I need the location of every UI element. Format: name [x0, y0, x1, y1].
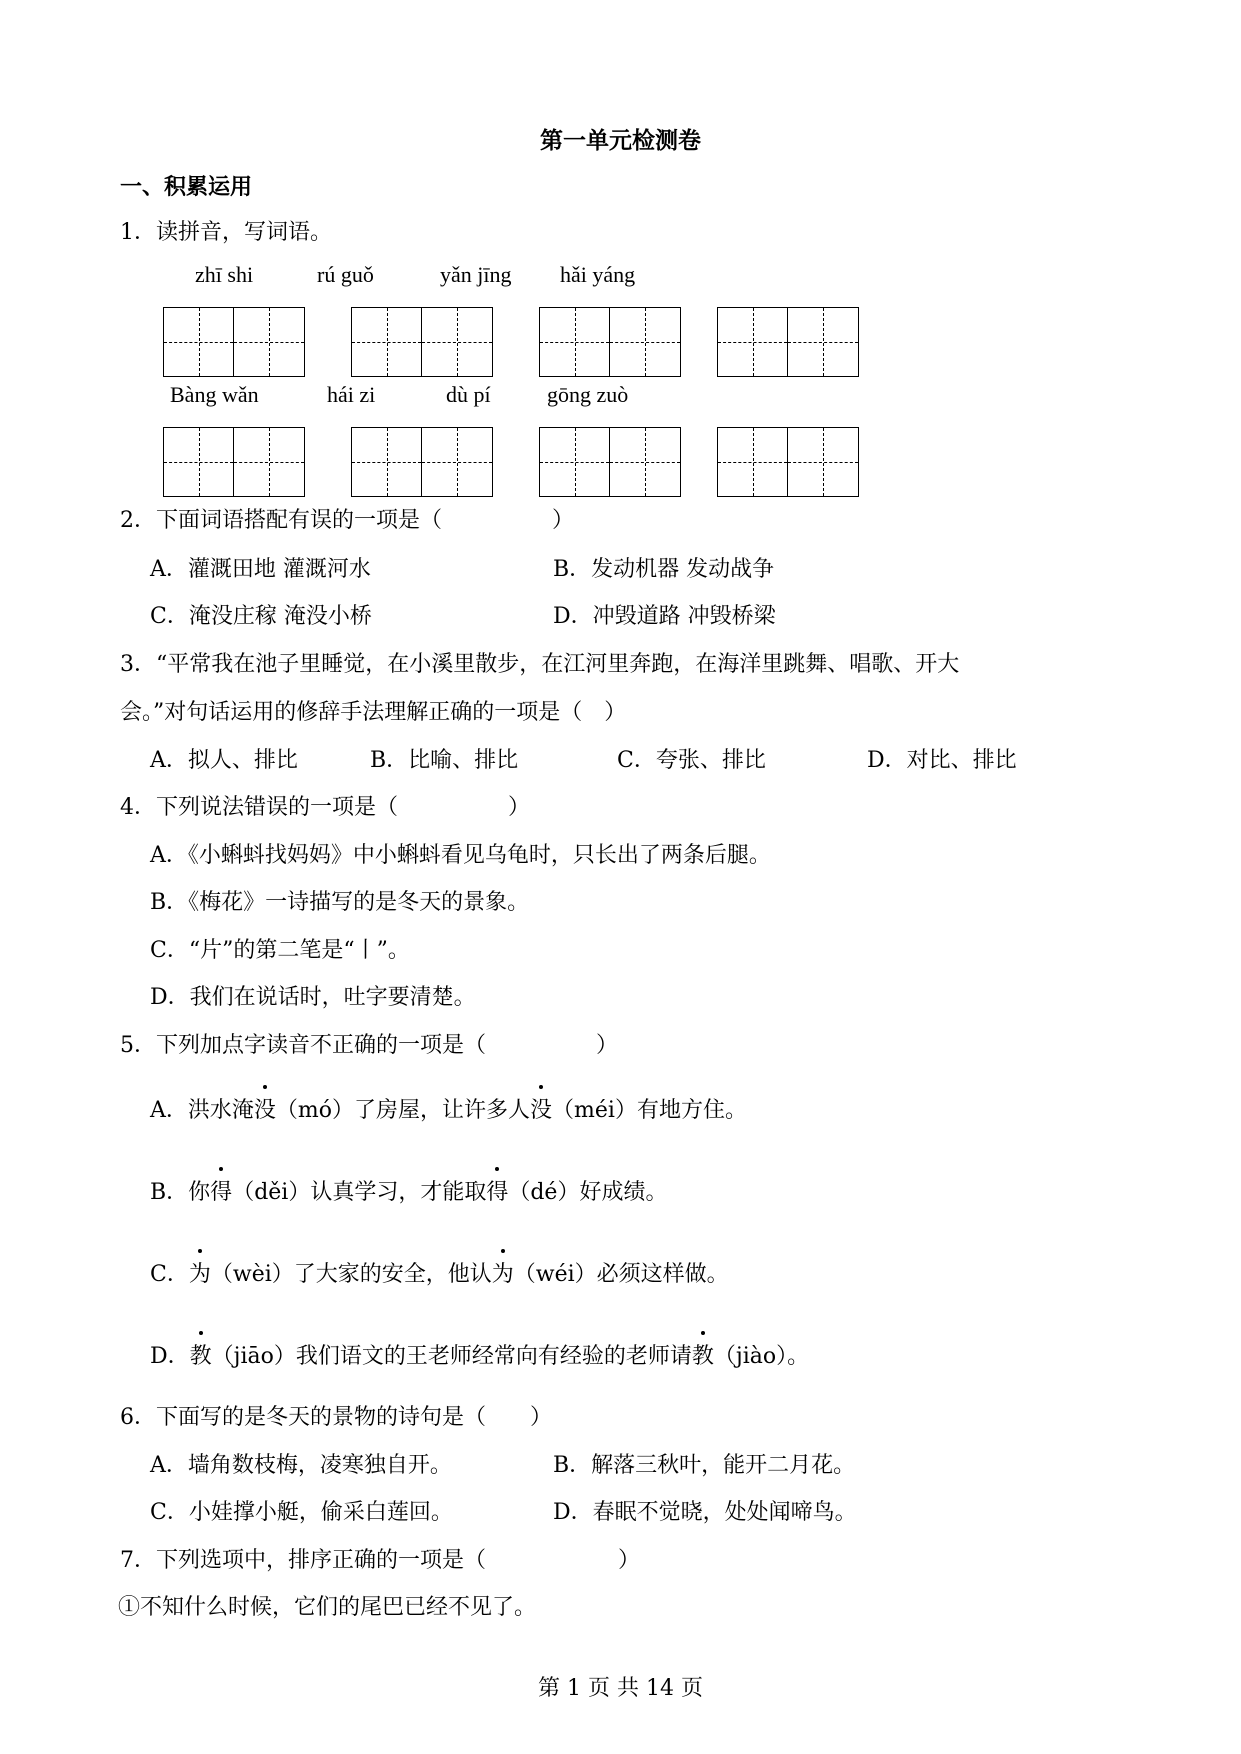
q6-option-d: D．春眠不觉晓，处处闻啼鸟。: [553, 1500, 857, 1525]
dotted-char: 没: [530, 1093, 552, 1124]
q4-option-a: A．《小蝌蚪找妈妈》中小蝌蚪看见乌龟时，只长出了两条后腿。: [150, 843, 771, 868]
q1-stem: 1．读拼音，写词语。: [120, 220, 332, 245]
q3-stem-line1: 3．“平常我在池子里睡觉，在小溪里散步，在江河里奔跑，在海洋里跳舞、唱歌、开大: [120, 652, 960, 677]
writing-grid-1[interactable]: [163, 307, 305, 377]
dotted-char: 教: [692, 1339, 714, 1370]
q6-stem: 6．下面写的是冬天的景物的诗句是（ ）: [120, 1405, 552, 1430]
pinyin-1: zhī shi: [195, 262, 254, 287]
pinyin-7: dù pí: [446, 382, 491, 407]
writing-grid-6[interactable]: [351, 427, 493, 497]
q6-option-c: C．小娃撑小艇，偷采白莲回。: [150, 1500, 453, 1525]
q3-option-c: C．夸张、排比: [617, 748, 766, 773]
pinyin-8: gōng zuò: [547, 382, 629, 407]
q3-stem-line2: 会。”对句话运用的修辞手法理解正确的一项是（ ）: [120, 700, 627, 725]
writing-grid-2[interactable]: [351, 307, 493, 377]
q7-item-1: ①不知什么时候，它们的尾巴已经不见了。: [118, 1595, 537, 1620]
q2-option-c: C．淹没庄稼 淹没小桥: [150, 604, 372, 629]
dotted-char: 得: [210, 1175, 232, 1206]
pinyin-4: hǎi yáng: [560, 262, 636, 287]
q7-stem: 7．下列选项中，排序正确的一项是（ ）: [120, 1548, 640, 1573]
pinyin-6: hái zi: [327, 382, 376, 407]
writing-grid-7[interactable]: [539, 427, 681, 497]
writing-grid-5[interactable]: [163, 427, 305, 497]
page-footer: 第 1 页 共 14 页: [538, 1676, 703, 1701]
pinyin-2: rú guǒ: [317, 262, 374, 287]
writing-grid-3[interactable]: [539, 307, 681, 377]
q3-option-b: B．比喻、排比: [370, 748, 519, 773]
pinyin-3: yǎn jīng: [440, 262, 512, 287]
writing-grid-4[interactable]: [717, 307, 859, 377]
q4-option-c: C．“片”的第二笔是“丨”。: [150, 938, 410, 963]
dotted-char: 为: [492, 1257, 514, 1288]
q5-option-a: A．洪水淹没（mó）了房屋，让许多人没（méi）有地方住。: [150, 1093, 747, 1124]
q6-option-b: B．解落三秋叶，能开二月花。: [553, 1453, 856, 1478]
q5-option-b: B．你得（děi）认真学习，才能取得（dé）好成绩。: [150, 1175, 667, 1206]
dotted-char: 没: [254, 1093, 276, 1124]
q2-stem: 2．下面词语搭配有误的一项是（ ）: [120, 508, 574, 533]
q5-option-d: D．教（jiāo）我们语文的王老师经常向有经验的老师请教（jiào）。: [150, 1339, 809, 1370]
writing-grid-8[interactable]: [717, 427, 859, 497]
q4-option-b: B．《梅花》一诗描写的是冬天的景象。: [150, 890, 530, 915]
q2-option-b: B．发动机器 发动战争: [553, 557, 775, 582]
pinyin-5: Bàng wǎn: [170, 382, 259, 407]
dotted-char: 得: [486, 1175, 508, 1206]
dotted-char: 教: [190, 1339, 212, 1370]
q4-stem: 4．下列说法错误的一项是（ ）: [120, 795, 530, 820]
q5-option-c: C．为（wèi）了大家的安全，他认为（wéi）必须这样做。: [150, 1257, 729, 1288]
q2-option-a: A．灌溉田地 灌溉河水: [150, 557, 371, 582]
q2-option-d: D．冲毁道路 冲毁桥梁: [553, 604, 776, 629]
page-title: 第一单元检测卷: [540, 128, 701, 154]
q3-option-a: A．拟人、排比: [150, 748, 298, 773]
section-heading: 一、积累运用: [120, 175, 253, 200]
q4-option-d: D．我们在说话时，吐字要清楚。: [150, 985, 476, 1010]
q5-stem: 5．下列加点字读音不正确的一项是（ ）: [120, 1033, 618, 1058]
q3-option-d: D．对比、排比: [867, 748, 1017, 773]
dotted-char: 为: [189, 1257, 211, 1288]
q6-option-a: A．墙角数枝梅，凌寒独自开。: [150, 1453, 452, 1478]
